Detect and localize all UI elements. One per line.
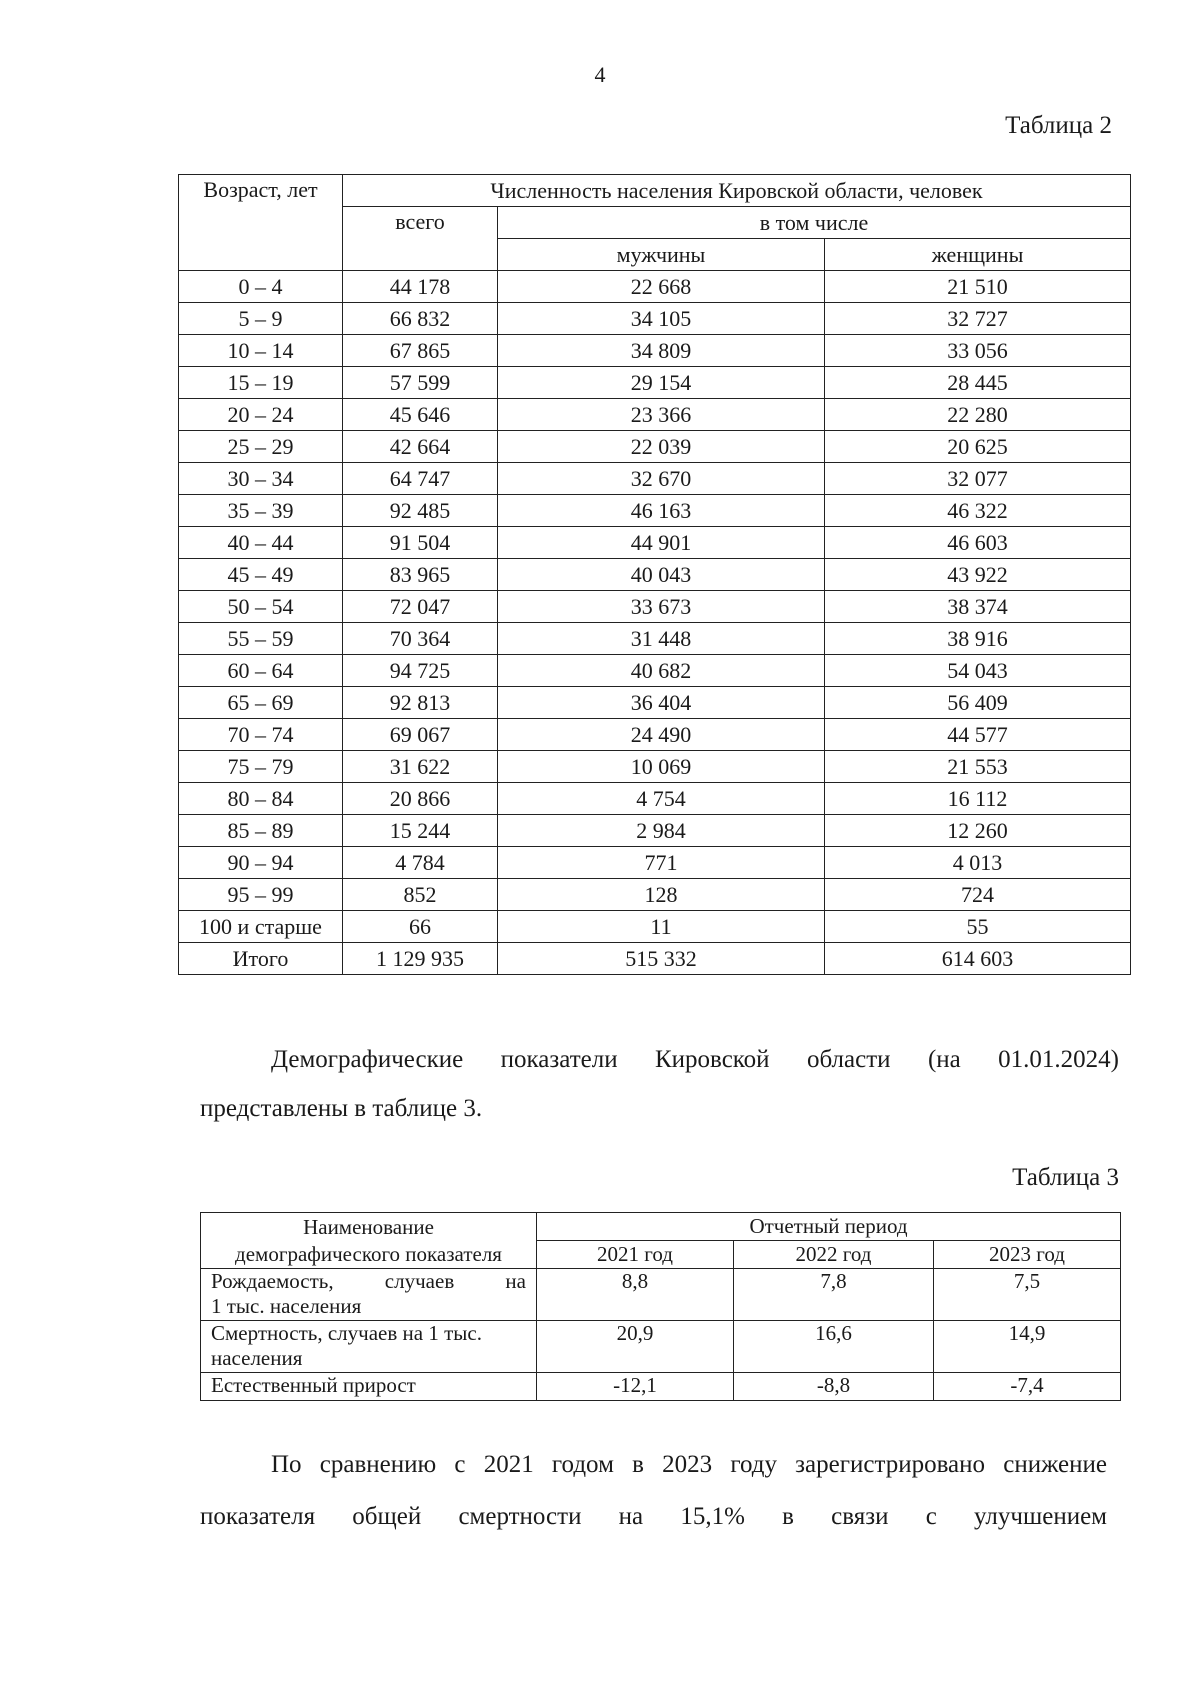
table-row [179, 495, 1131, 527]
age-header: Возраст, лет [179, 175, 343, 271]
table-row [179, 719, 1131, 751]
cell-age: 70 – 74 [179, 719, 343, 751]
indicator-name-line-2: населения [211, 1346, 303, 1371]
value-cell: 7,8 [734, 1269, 934, 1321]
cell-men: 22 668 [498, 271, 825, 303]
cell-total: 66 [343, 911, 498, 943]
table-row [179, 623, 1131, 655]
table-row [179, 591, 1131, 623]
table-row [179, 527, 1131, 559]
table-row [179, 655, 1131, 687]
cell-men: 46 163 [498, 495, 825, 527]
table-row [179, 367, 1131, 399]
indicator-name-header [201, 1213, 537, 1269]
cell-total: 69 067 [343, 719, 498, 751]
cell-age: 5 – 9 [179, 303, 343, 335]
table-row [179, 271, 1131, 303]
cell-age: 15 – 19 [179, 367, 343, 399]
value-cell: 7,5 [934, 1269, 1121, 1321]
value-cell: -8,8 [734, 1373, 934, 1401]
cell-total: 45 646 [343, 399, 498, 431]
table-row [201, 1373, 1121, 1401]
cell-total: 72 047 [343, 591, 498, 623]
cell-age: 35 – 39 [179, 495, 343, 527]
cell-women: 55 [825, 911, 1131, 943]
cell-women: 33 056 [825, 335, 1131, 367]
cell-women: 12 260 [825, 815, 1131, 847]
cell-men: 771 [498, 847, 825, 879]
cell-age: 0 – 4 [179, 271, 343, 303]
value-cell: 20,9 [537, 1321, 734, 1373]
cell-men: 29 154 [498, 367, 825, 399]
indicator-name-line-1: Рождаемость, случаев на [211, 1269, 526, 1293]
value-cell: -7,4 [934, 1373, 1121, 1401]
table-3-caption: Таблица 3 [1012, 1164, 1119, 1191]
cell-women: 32 077 [825, 463, 1131, 495]
cell-women: 32 727 [825, 303, 1131, 335]
indicator-name-header-line-2: демографического показателя [235, 1241, 502, 1266]
cell-age: 80 – 84 [179, 783, 343, 815]
cell-women: 20 625 [825, 431, 1131, 463]
paragraph-2-line-2: показателя общей смертности на 15,1% в связи с улучшением [200, 1503, 1107, 1530]
table-row [179, 399, 1131, 431]
cell-women: 21 510 [825, 271, 1131, 303]
cell-total: 94 725 [343, 655, 498, 687]
cell-men: 31 448 [498, 623, 825, 655]
table-row [179, 431, 1131, 463]
cell-age: 75 – 79 [179, 751, 343, 783]
cell-women: 16 112 [825, 783, 1131, 815]
cell-total: 92 485 [343, 495, 498, 527]
period-header: Отчетный период [537, 1213, 1121, 1241]
cell-women: 28 445 [825, 367, 1131, 399]
cell-men: 34 809 [498, 335, 825, 367]
table-row [179, 751, 1131, 783]
cell-women: 724 [825, 879, 1131, 911]
cell-age: 60 – 64 [179, 655, 343, 687]
year-2021-header: 2021 год [537, 1241, 734, 1269]
demographic-table [200, 1212, 1121, 1401]
cell-women: 43 922 [825, 559, 1131, 591]
cell-men: 23 366 [498, 399, 825, 431]
cell-total: 1 129 935 [343, 943, 498, 975]
value-cell: -12,1 [537, 1373, 734, 1401]
cell-total: 31 622 [343, 751, 498, 783]
cell-age: 30 – 34 [179, 463, 343, 495]
cell-men: 40 043 [498, 559, 825, 591]
cell-men: 36 404 [498, 687, 825, 719]
indicator-name [201, 1373, 537, 1401]
cell-men: 128 [498, 879, 825, 911]
cell-age: 100 и старше [179, 911, 343, 943]
cell-men: 34 105 [498, 303, 825, 335]
cell-age: 90 – 94 [179, 847, 343, 879]
cell-age: 20 – 24 [179, 399, 343, 431]
table-row [179, 303, 1131, 335]
indicator-name [201, 1321, 537, 1373]
cell-total: 92 813 [343, 687, 498, 719]
cell-women: 21 553 [825, 751, 1131, 783]
cell-age: 10 – 14 [179, 335, 343, 367]
cell-age: 85 – 89 [179, 815, 343, 847]
cell-total: 66 832 [343, 303, 498, 335]
indicator-name-line-1: Естественный прирост [211, 1373, 416, 1397]
value-cell: 14,9 [934, 1321, 1121, 1373]
cell-women: 44 577 [825, 719, 1131, 751]
cell-total: 83 965 [343, 559, 498, 591]
table-row [179, 335, 1131, 367]
table-2-caption: Таблица 2 [1005, 112, 1112, 139]
cell-men: 33 673 [498, 591, 825, 623]
cell-men: 40 682 [498, 655, 825, 687]
table-row [179, 911, 1131, 943]
women-header: женщины [825, 239, 1131, 271]
cell-men: 24 490 [498, 719, 825, 751]
cell-men: 2 984 [498, 815, 825, 847]
table-row [179, 943, 1131, 975]
cell-total: 852 [343, 879, 498, 911]
cell-age: 55 – 59 [179, 623, 343, 655]
cell-men: 44 901 [498, 527, 825, 559]
cell-men: 4 754 [498, 783, 825, 815]
table-row [179, 687, 1131, 719]
cell-men: 11 [498, 911, 825, 943]
value-cell: 8,8 [537, 1269, 734, 1321]
indicator-name-line-1: Смертность, случаев на 1 тыс. [211, 1321, 482, 1345]
indicator-name-header-line-1: Наименование [303, 1215, 434, 1240]
year-2022-header: 2022 год [734, 1241, 934, 1269]
page-number: 4 [594, 62, 606, 87]
cell-total: 67 865 [343, 335, 498, 367]
cell-age: 25 – 29 [179, 431, 343, 463]
cell-men: 10 069 [498, 751, 825, 783]
cell-age: 65 – 69 [179, 687, 343, 719]
table-row [201, 1269, 1121, 1321]
cell-total: 42 664 [343, 431, 498, 463]
cell-age: Итого [179, 943, 343, 975]
paragraph-1-line-2: представлены в таблице 3. [200, 1095, 483, 1122]
cell-age: 95 – 99 [179, 879, 343, 911]
cell-total: 15 244 [343, 815, 498, 847]
table-row [201, 1321, 1121, 1373]
cell-men: 22 039 [498, 431, 825, 463]
cell-women: 614 603 [825, 943, 1131, 975]
value-cell: 16,6 [734, 1321, 934, 1373]
cell-women: 22 280 [825, 399, 1131, 431]
table-row [179, 783, 1131, 815]
table-row [179, 559, 1131, 591]
cell-total: 91 504 [343, 527, 498, 559]
cell-women: 46 322 [825, 495, 1131, 527]
paragraph-1-line-1: Демографические показатели Кировской области (на 01.01.2024) [271, 1046, 1119, 1073]
cell-women: 56 409 [825, 687, 1131, 719]
cell-total: 4 784 [343, 847, 498, 879]
table-row [179, 847, 1131, 879]
cell-women: 54 043 [825, 655, 1131, 687]
table-row [179, 463, 1131, 495]
cell-total: 64 747 [343, 463, 498, 495]
cell-age: 45 – 49 [179, 559, 343, 591]
cell-women: 38 374 [825, 591, 1131, 623]
year-2023-header: 2023 год [934, 1241, 1121, 1269]
cell-age: 40 – 44 [179, 527, 343, 559]
total-header: всего [343, 207, 498, 271]
indicator-name [201, 1269, 537, 1321]
table-row [179, 879, 1131, 911]
indicator-name-line-2: 1 тыс. населения [211, 1294, 362, 1319]
including-header: в том числе [498, 207, 1131, 239]
cell-men: 32 670 [498, 463, 825, 495]
population-table [178, 174, 1131, 975]
cell-men: 515 332 [498, 943, 825, 975]
table-row [179, 815, 1131, 847]
cell-total: 70 364 [343, 623, 498, 655]
cell-total: 57 599 [343, 367, 498, 399]
cell-age: 50 – 54 [179, 591, 343, 623]
cell-women: 4 013 [825, 847, 1131, 879]
population-header: Численность населения Кировской области, человек [343, 175, 1131, 207]
cell-total: 20 866 [343, 783, 498, 815]
cell-women: 46 603 [825, 527, 1131, 559]
paragraph-2-line-1: По сравнению с 2021 годом в 2023 году зарегистрировано снижение [271, 1451, 1107, 1478]
men-header: мужчины [498, 239, 825, 271]
cell-total: 44 178 [343, 271, 498, 303]
cell-women: 38 916 [825, 623, 1131, 655]
